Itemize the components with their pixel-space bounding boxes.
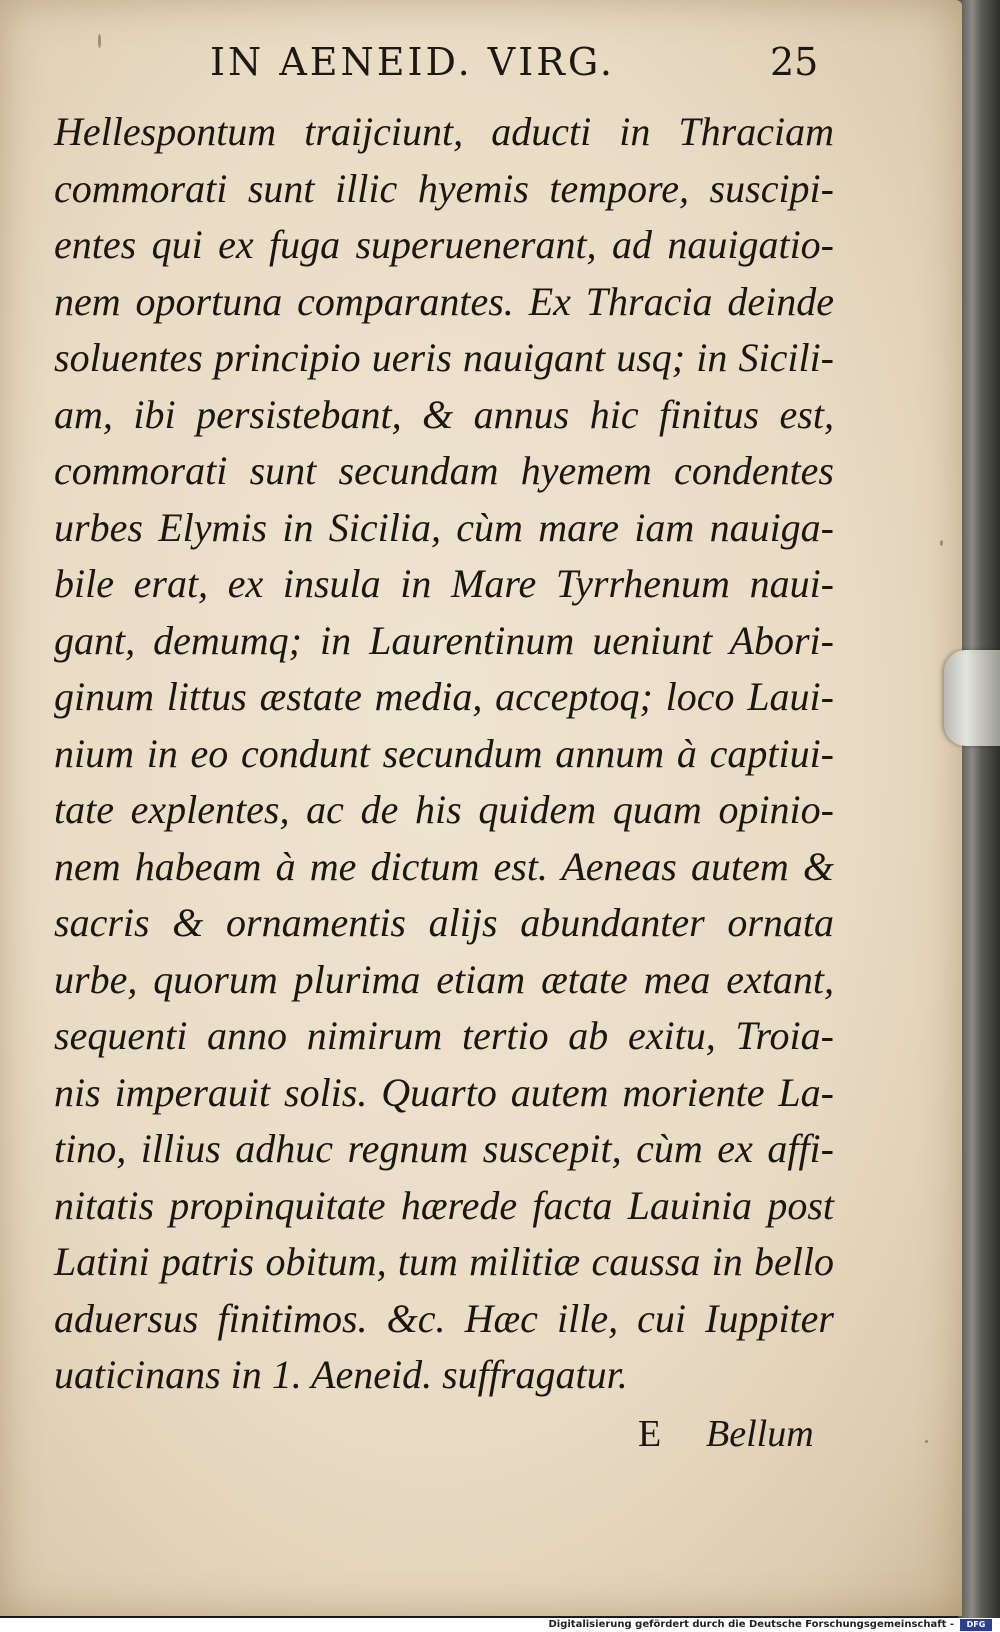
text-line: nem oportuna comparantes. Ex Thracia deinde bbox=[54, 278, 834, 324]
text-line: am, ibi persistebant, & annus hic finitus est, bbox=[54, 391, 834, 437]
text-line: uaticinans in 1. Aeneid. suffragatur. bbox=[54, 1352, 628, 1397]
signature-mark: E bbox=[638, 1413, 662, 1455]
footer-credit: Digitalisierung gefördert durch die Deutsche Forschungsgemeinschaft - bbox=[548, 1619, 954, 1630]
dfg-logo: DFG bbox=[960, 1619, 992, 1631]
text-line: nem habeam à me dictum est. Aeneas autem & bbox=[54, 843, 834, 889]
running-head: IN AENEID. VIRG. bbox=[210, 40, 615, 84]
book-page-edges bbox=[958, 0, 1000, 1620]
paper-speck bbox=[98, 34, 101, 48]
text-line: sequenti anno nimirum tertio ab exitu, Troia- bbox=[54, 1013, 834, 1058]
text-line: Latini patris obitum, tum militiæ caussa in bello bbox=[54, 1239, 834, 1284]
text-line: tino, illius adhuc regnum suscepit, cùm ex affi- bbox=[54, 1126, 834, 1171]
text-line: nium in eo condunt secundum annum à captiui- bbox=[54, 730, 834, 776]
text-line: urbe, quorum plurima etiam ætate mea extant, bbox=[54, 956, 834, 1002]
text-line: bile erat, ex insula in Mare Tyrrhenum naui- bbox=[54, 561, 834, 606]
text-line: Hellespontum traijciunt, aducti in Thraciam bbox=[54, 109, 834, 154]
text-line: ginum littus æstate media, acceptoq; loco Laui- bbox=[54, 674, 834, 719]
paper-speck bbox=[925, 1440, 928, 1443]
text-line: entes qui ex fuga superuenerant, ad nauigatio- bbox=[54, 222, 834, 267]
paper-speck bbox=[940, 540, 943, 546]
catchword: Bellum bbox=[706, 1413, 814, 1455]
text-line: nitatis propinquitate hærede facta Lauinia post bbox=[54, 1182, 834, 1228]
text-line: urbes Elymis in Sicilia, cùm mare iam nauiga- bbox=[54, 504, 834, 550]
text-line: aduersus finitimos. &c. Hæc ille, cui Iuppiter bbox=[54, 1295, 834, 1341]
text-line: sacris & ornamentis alijs abundanter ornata bbox=[54, 900, 834, 945]
text-line: tate explentes, ac de his quidem quam opinio- bbox=[54, 787, 834, 832]
text-line: nis imperauit solis. Quarto autem moriente La- bbox=[54, 1069, 834, 1115]
body-text bbox=[54, 104, 834, 1404]
page-clip-tab bbox=[944, 650, 1000, 746]
text-line: gant, demumq; in Laurentinum ueniunt Abori- bbox=[54, 617, 834, 663]
page-number: 25 bbox=[770, 40, 819, 84]
text-line: soluentes principio ueris nauigant usq; in Sicili- bbox=[54, 335, 834, 380]
text-line: commorati sunt illic hyemis tempore, suscipi- bbox=[54, 165, 834, 211]
text-line: commorati sunt secundam hyemem condentes bbox=[54, 448, 834, 493]
